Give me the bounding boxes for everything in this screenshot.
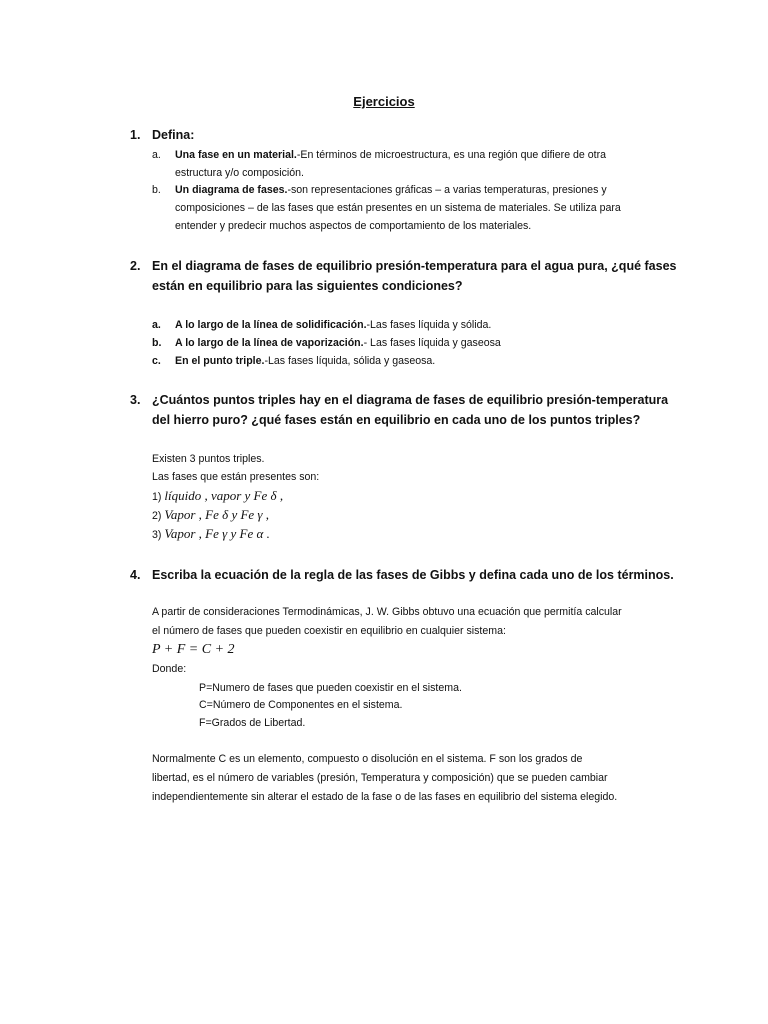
triple-point-3 <box>152 526 270 542</box>
q2c-term: En el punto triple. <box>175 355 265 367</box>
q4-para-line3: independientemente sin alterar el estado de la fase o de las fases en equilibrio del sistema elegido. <box>152 791 618 803</box>
q3-number: 3. <box>130 393 141 407</box>
triple-point-2-number: 2) <box>152 510 162 522</box>
triple-point-2 <box>152 507 269 523</box>
q1a-term: Una fase en un material. <box>175 149 297 161</box>
q1a-line1 <box>175 149 661 161</box>
q1a-def: -En términos de microestructura, es una región que difiere de otra <box>296 149 607 161</box>
q1a-letter: a. <box>152 149 161 161</box>
gibbs-equation: P + F = C + 2 <box>152 642 235 657</box>
q3-answer2: Las fases que están presentes son: <box>152 471 320 483</box>
q2c-line <box>175 355 435 367</box>
q1b-line3: entender y predecir muchos aspectos de comportamiento de los materiales. <box>175 220 532 232</box>
q1b-def: -son representaciones gráficas – a varias temperaturas, presiones y <box>287 184 607 196</box>
q2b-line <box>175 337 501 349</box>
q4-intro1: A partir de consideraciones Termodinámicas, J. W. Gibbs obtuvo una ecuación que permitía calcular <box>152 606 622 618</box>
q2b-letter: b. <box>152 337 162 349</box>
q4-number: 4. <box>130 568 141 582</box>
q1a-line2: estructura y/o composición. <box>175 167 304 179</box>
def-c: C=Número de Componentes en el sistema. <box>199 699 403 711</box>
q2b-term: A lo largo de la línea de vaporización. <box>175 337 364 349</box>
q1b-line1 <box>175 184 607 196</box>
triple-point-2-expr: Vapor , Fe δ y Fe γ , <box>164 507 270 522</box>
triple-point-3-expr: Vapor , Fe γ y Fe α . <box>164 526 270 541</box>
def-f: F=Grados de Libertad. <box>199 717 306 729</box>
q4-line1: Escriba la ecuación de la regla de las fases de Gibbs y defina cada uno de los términos. <box>152 568 674 582</box>
q3-answer1: Existen 3 puntos triples. <box>152 453 265 465</box>
triple-point-1-expr: líquido , vapor y Fe δ , <box>164 488 284 503</box>
q2a-text: -Las fases líquida y sólida. <box>366 319 492 331</box>
q2a-line <box>175 319 491 331</box>
q3-line2: del hierro puro? ¿qué fases están en equilibrio en cada uno de los puntos triples? <box>152 413 641 427</box>
q2-line1: En el diagrama de fases de equilibrio presión-temperatura para el agua pura, ¿qué fases <box>152 259 677 273</box>
q4-para-line2: libertad, es el número de variables (presión, Temperatura y composición) que se pueden cambiar <box>152 772 608 784</box>
triple-point-3-number: 3) <box>152 529 162 541</box>
q3-line1: ¿Cuántos puntos triples hay en el diagrama de fases de equilibrio presión-temperatura <box>152 393 669 407</box>
q1-text: Defina: <box>152 128 195 142</box>
q4-para-line1: Normalmente C es un elemento, compuesto o disolución en el sistema. F son los grados de <box>152 753 583 765</box>
q2c-letter: c. <box>152 355 161 367</box>
q2-number: 2. <box>130 259 141 273</box>
q1-number: 1. <box>130 128 141 142</box>
q2b-text: - Las fases líquida y gaseosa <box>363 337 501 349</box>
q2a-letter: a. <box>152 319 161 331</box>
triple-point-1 <box>152 488 283 504</box>
q1b-letter: b. <box>152 184 161 196</box>
q4-intro2: el número de fases que pueden coexistir en equilibrio en cualquier sistema: <box>152 625 506 637</box>
q2c-text: -Las fases líquida, sólida y gaseosa. <box>264 355 436 367</box>
q1b-line2: composiciones – de las fases que están presentes en un sistema de materiales. Se utiliza para <box>175 202 621 214</box>
q4-donde: Donde: <box>152 663 187 675</box>
triple-point-1-number: 1) <box>152 491 162 503</box>
page-title: Ejercicios <box>353 94 415 109</box>
q2-line2: están en equilibrio para las siguientes condiciones? <box>152 279 463 293</box>
q2a-term: A lo largo de la línea de solidificación. <box>175 319 367 331</box>
q1b-term: Un diagrama de fases. <box>175 184 288 196</box>
def-p: P=Numero de fases que pueden coexistir en el sistema. <box>199 682 462 694</box>
